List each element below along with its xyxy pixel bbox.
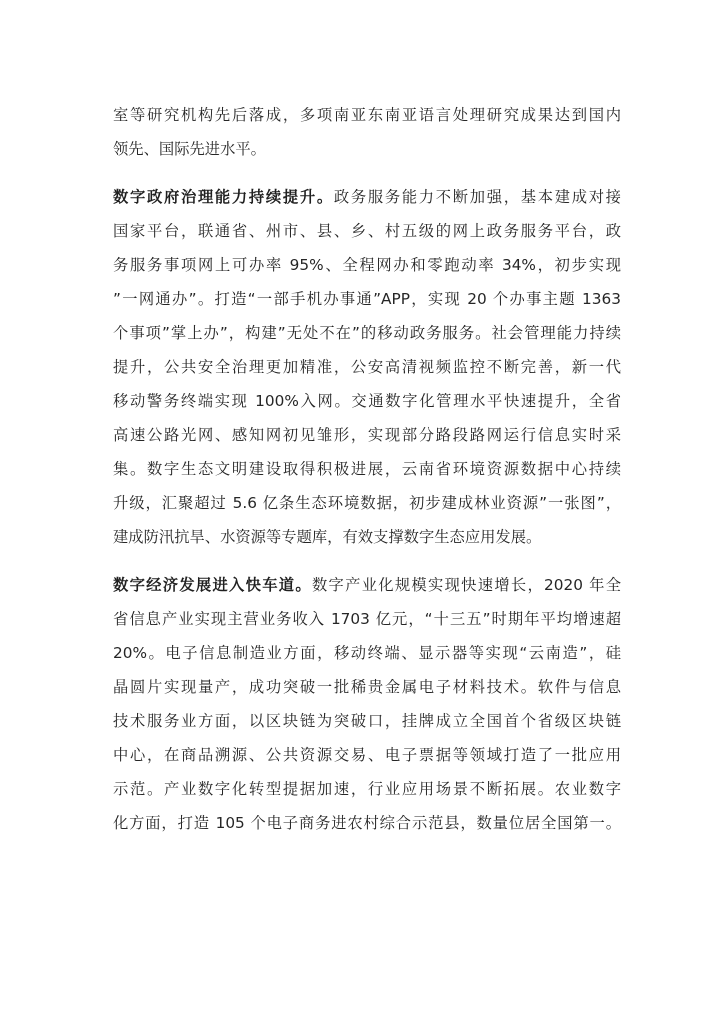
text-line: 20%。电子信息制造业方面，移动终端、显示器等实现“云南造”，硅 bbox=[113, 644, 621, 662]
paragraph-text: 政务服务能力不断加强，基本建成对接 bbox=[333, 188, 621, 206]
paragraph-heading-line bbox=[113, 180, 621, 214]
paragraph-heading: 数字政府治理能力持续提升。 bbox=[113, 188, 334, 206]
text-line: 建成防汛抗旱、水资源等专题库，有效支撑数字生态应用发展。 bbox=[113, 528, 542, 546]
text-line: 务服务事项网上可办率 95%、全程网办和零跑动率 34%，初步实现 bbox=[113, 256, 621, 274]
paragraph-heading: 数字经济发展进入快车道。 bbox=[113, 576, 312, 594]
text-line: 技术服务业方面，以区块链为突破口，挂牌成立全国首个省级区块链 bbox=[113, 712, 621, 730]
text-line: 室等研究机构先后落成，多项南亚东南亚语言处理研究成果达到国内 bbox=[113, 106, 621, 124]
paragraph-heading-line bbox=[113, 568, 621, 602]
paragraph-text: 数字产业化规模实现快速增长，2020 年全 bbox=[311, 576, 621, 594]
text-line: 提升，公共安全治理更加精准，公安高清视频监控不断完善，新一代 bbox=[113, 358, 621, 376]
text-line: 晶圆片实现量产，成功突破一批稀贵金属电子材料技术。软件与信息 bbox=[113, 678, 621, 696]
text-line: 领先、国际先进水平。 bbox=[113, 140, 266, 158]
text-line: 高速公路光网、感知网初见雏形，实现部分路段路网运行信息实时采 bbox=[113, 426, 621, 444]
text-line: 化方面，打造 105 个电子商务进农村综合示范县，数量位居全国第一。 bbox=[113, 814, 621, 832]
text-line: ”一网通办”。打造“一部手机办事通”APP，实现 20 个办事主题 1363 bbox=[113, 290, 621, 308]
text-line: 省信息产业实现主营业务收入 1703 亿元，“十三五”时期年平均增速超 bbox=[113, 610, 621, 628]
text-line: 移动警务终端实现 100%入网。交通数字化管理水平快速提升，全省 bbox=[113, 392, 621, 410]
text-line: 升级，汇聚超过 5.6 亿条生态环境数据，初步建成林业资源”一张图”， bbox=[113, 494, 621, 512]
text-line: 国家平台，联通省、州市、县、乡、村五级的网上政务服务平台，政 bbox=[113, 222, 621, 240]
paragraph-gap bbox=[113, 166, 621, 180]
body-text bbox=[113, 98, 621, 840]
text-line: 中心，在商品溯源、公共资源交易、电子票据等领域打造了一批应用 bbox=[113, 746, 621, 764]
text-line: 集。数字生态文明建设取得积极进展，云南省环境资源数据中心持续 bbox=[113, 460, 621, 478]
text-line: 个事项”掌上办”，构建”无处不在”的移动政务服务。社会管理能力持续 bbox=[113, 324, 621, 342]
paragraph-gap bbox=[113, 554, 621, 568]
text-line: 示范。产业数字化转型提据加速，行业应用场景不断拓展。农业数字 bbox=[113, 780, 621, 798]
